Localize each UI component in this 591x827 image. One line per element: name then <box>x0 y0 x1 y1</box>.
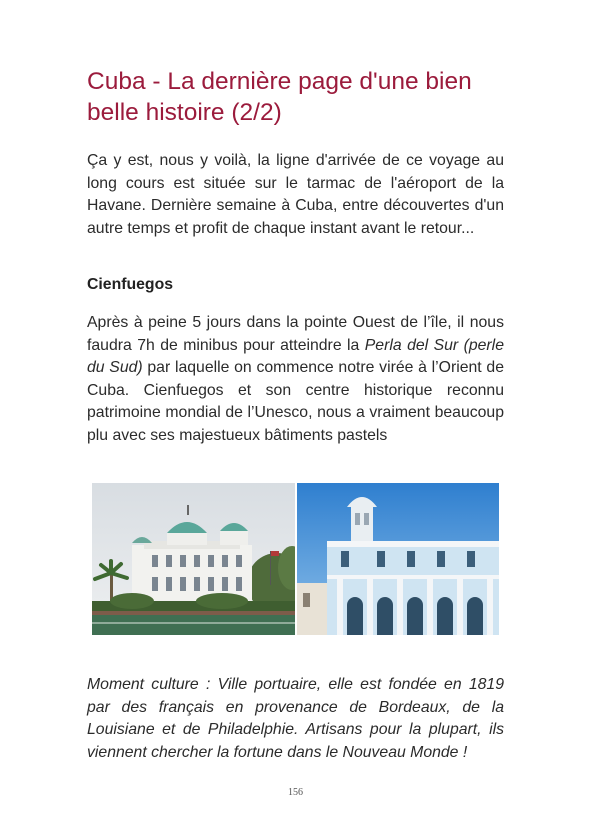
section-heading: Cienfuegos <box>87 276 174 293</box>
body-text-part2: par laquelle on commence notre virée à l’Orient de Cuba. Cienfuegos et son centre historique reconnu patrimoine mondial de l’Unesco, nous a vraiment beaucoup plu avec ses majestueux bâtiments pastels <box>87 359 504 444</box>
photo-strip <box>92 483 499 635</box>
body-text-italic: Perla del Sur (perle du Sud) <box>87 336 504 376</box>
palace-photo <box>92 483 295 635</box>
body-paragraph <box>87 312 504 447</box>
body-text-part1: Après à peine 5 jours dans la pointe Ouest de l’île, il nous faudra 7h de minibus pour atteindre la <box>87 314 504 354</box>
colonial-building-photo <box>297 483 499 635</box>
article-title: Cuba - La dernière page d'une bien belle histoire (2/2) <box>87 68 472 126</box>
page-number: 156 <box>288 787 303 798</box>
culture-note: Moment culture : Ville portuaire, elle est fondée en 1819 par des français en provenance de Bordeaux, de la Louisiane et de Philadelphie. Artisans pour la plupart, ils viennent chercher la fortune dans le Nouveau Monde ! <box>87 676 504 761</box>
intro-paragraph: Ça y est, nous y voilà, la ligne d'arrivée de ce voyage au long cours est située sur le tarmac de l'aéroport de la Havane. Dernière semaine à Cuba, entre découvertes d'un autre temps et profit de chaque instant avant le retour... <box>87 152 504 237</box>
